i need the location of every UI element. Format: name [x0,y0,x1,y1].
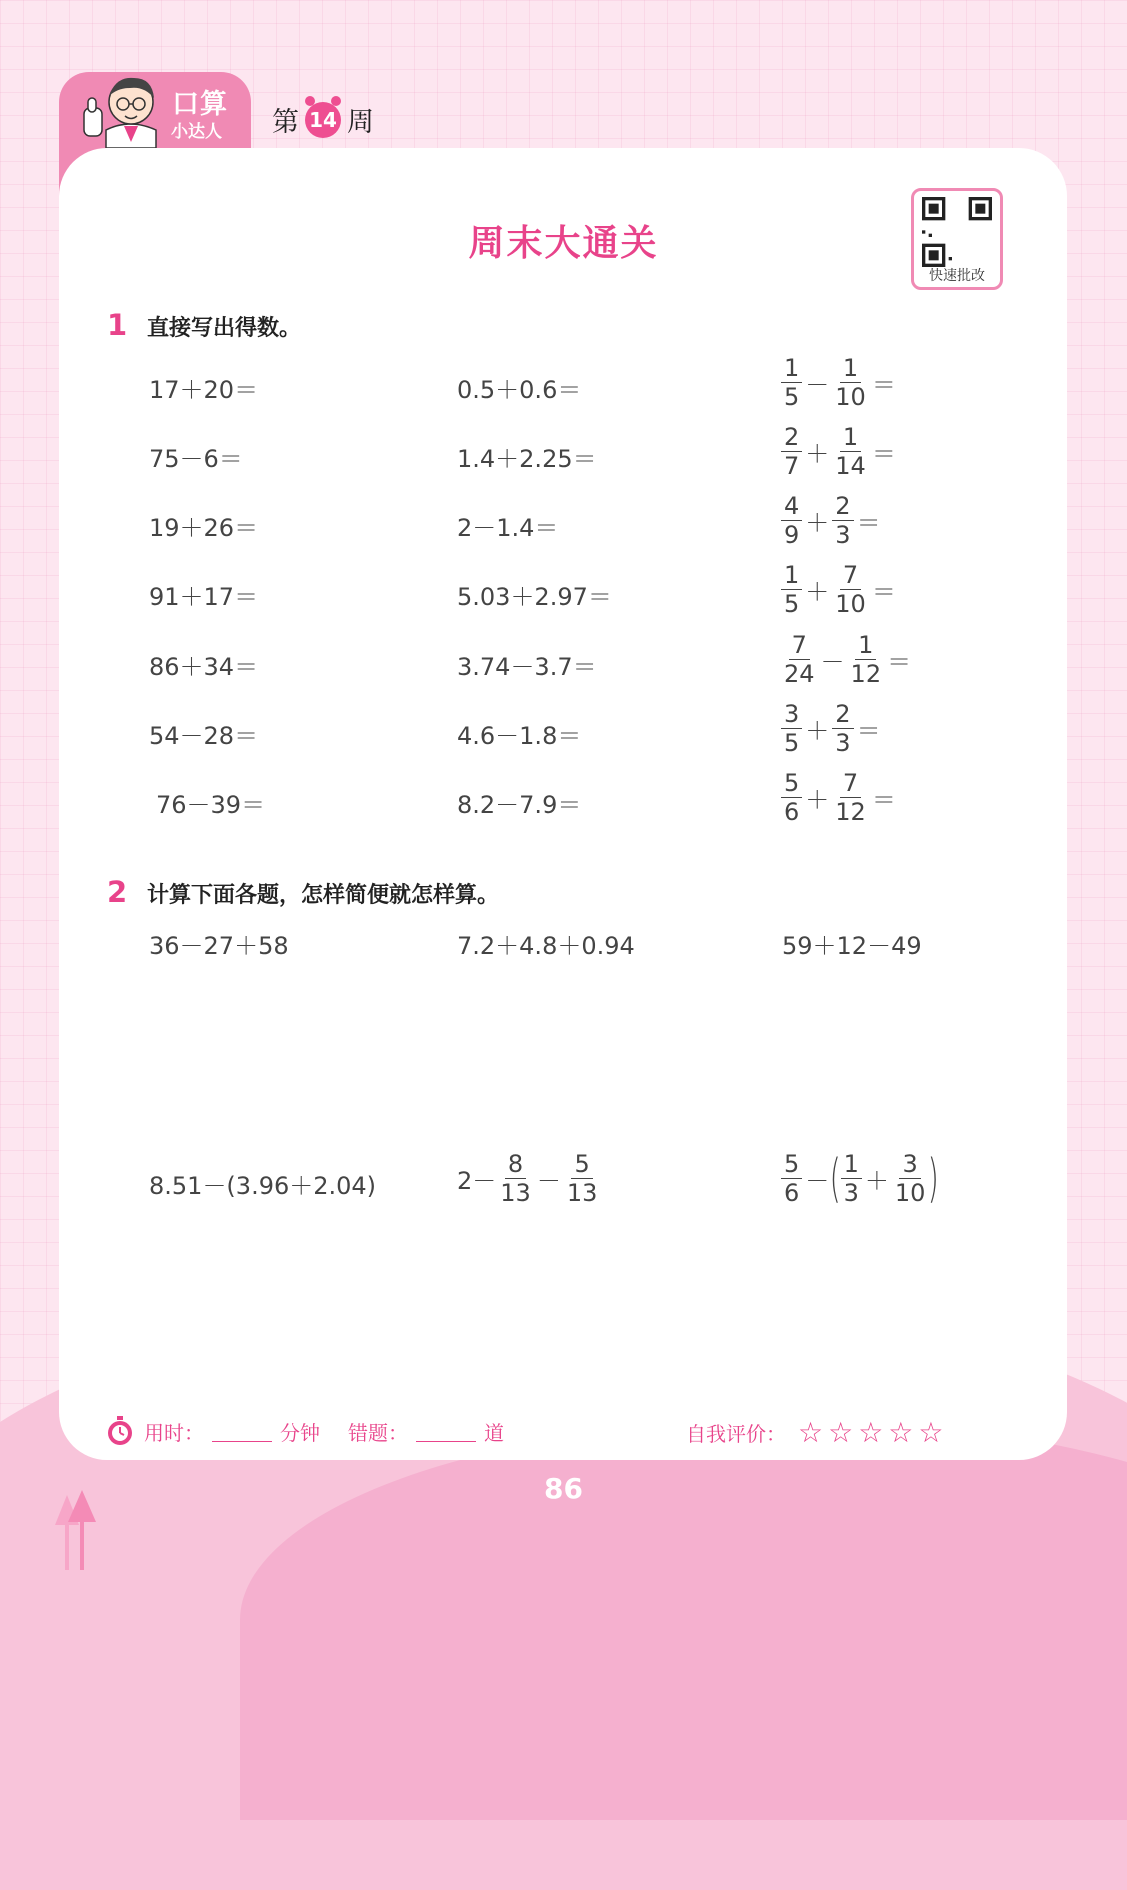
stopwatch-icon [106,1416,134,1446]
equals: ＝ [856,717,881,745]
footer-self-evaluation [686,1416,949,1449]
section-1-instruction: 直接写出得数。 [147,316,302,341]
denominator: 3 [835,521,851,549]
mascot-icon [78,74,168,148]
denominator: 3 [843,1179,859,1207]
tab-title: 口算 [172,89,228,120]
numerator: 1 [840,356,861,383]
fraction [781,563,802,616]
section-1-number: 1 [107,308,128,342]
numerator: 7 [840,563,861,590]
fraction [781,1152,802,1205]
numerator: 5 [781,771,802,798]
denominator: 24 [784,660,815,688]
problem-1-col1: 86＋34＝ [149,653,259,681]
denominator: 10 [835,590,866,618]
numerator: 1 [840,425,861,452]
qr-code-box[interactable] [911,188,1003,290]
problem-lead: 2－ [457,1167,497,1195]
equals: ＝ [871,786,896,814]
problem-2-6 [780,1148,940,1209]
denominator: 7 [784,452,800,480]
numerator: 1 [855,633,876,660]
fraction [781,633,818,686]
numerator: 1 [781,356,802,383]
problem-1-col3 [780,425,898,478]
week-prefix: 第 [272,107,299,138]
operator: ＋ [805,786,830,814]
problem-2-3: 59＋12－49 [782,932,922,960]
problem-2-4: 8.51－(3.96＋2.04) [149,1172,377,1200]
week-label [272,100,374,139]
footer-time [106,1416,504,1446]
week-suffix: 周 [347,107,374,138]
problem-1-col2: 0.5＋0.6＝ [457,376,582,404]
numerator: 2 [832,702,853,729]
problem-1-col1: 76－39＝ [156,791,266,819]
operator: ＋ [805,509,830,537]
problem-1-col1: 54－28＝ [149,722,259,750]
denominator: 10 [894,1179,926,1207]
numerator: 5 [571,1152,592,1179]
problem-1-col1: 19＋26＝ [149,514,259,542]
numerator: 3 [781,702,802,729]
time-unit: 分钟 [280,1420,320,1445]
fraction [781,702,802,755]
denominator: 5 [784,383,800,411]
page-number: 86 [544,1472,583,1505]
numerator: 4 [781,494,802,521]
problem-1-col2: 3.74－3.7＝ [457,653,597,681]
fraction [564,1152,601,1205]
denominator: 6 [784,1179,800,1207]
denominator: 12 [835,798,866,826]
operator: － [820,648,845,676]
denominator: 5 [784,729,800,757]
problem-2-5 [457,1152,601,1205]
self-eval-label: 自我评价： [686,1422,786,1446]
qr-code-icon [922,197,992,267]
operator: ＋ [805,440,830,468]
problem-1-col1: 17＋20＝ [149,376,259,404]
time-blank[interactable] [212,1421,272,1442]
problem-1-col3 [780,771,898,824]
operator: ＋ [864,1167,889,1195]
fraction [781,356,802,409]
problem-1-col2: 4.6－1.8＝ [457,722,582,750]
fraction [781,771,802,824]
equals: ＝ [887,648,912,676]
numerator: 7 [789,633,810,660]
time-label: 用时： [144,1420,204,1445]
denominator: 9 [784,521,800,549]
rating-stars[interactable]: ☆☆☆☆☆ [798,1416,949,1449]
operator: － [805,371,830,399]
operator: ＋ [805,578,830,606]
numerator: 7 [840,771,861,798]
denominator: 10 [835,383,866,411]
left-paren: ( [829,1148,842,1209]
numerator: 1 [781,563,802,590]
denominator: 6 [784,798,800,826]
section-2-instruction: 计算下面各题，怎样简便就怎样算。 [147,883,500,908]
fraction [832,563,869,616]
fraction [832,494,853,547]
section-2-number: 2 [107,875,128,909]
problem-1-col1: 75－6＝ [149,445,243,473]
numerator: 3 [899,1152,920,1179]
problem-1-col2: 2－1.4＝ [457,514,559,542]
fraction [832,356,869,409]
numerator: 2 [832,494,853,521]
equals: ＝ [871,578,896,606]
numerator: 5 [781,1152,802,1179]
numerator: 1 [841,1152,862,1179]
page-title: 周末大通关 [468,223,659,264]
operator: － [536,1167,561,1195]
errors-unit: 道 [484,1420,504,1445]
errors-label: 错题： [348,1420,408,1445]
denominator: 13 [566,1179,598,1207]
denominator: 5 [784,590,800,618]
qr-label: 快速批改 [929,268,985,284]
fraction [832,702,853,755]
numerator: 8 [505,1152,526,1179]
right-paren: ) [927,1148,940,1209]
fraction [892,1152,929,1205]
problem-2-2: 7.2＋4.8＋0.94 [457,932,635,960]
denominator: 3 [835,729,851,757]
denominator: 14 [835,452,866,480]
operator: － [805,1167,830,1195]
week-number-badge: 14 [305,102,341,138]
problem-1-col2: 8.2－7.9＝ [457,791,582,819]
problem-1-col3 [780,494,883,547]
problem-1-col2: 1.4＋2.25＝ [457,445,597,473]
problem-1-col3 [780,356,898,409]
errors-blank[interactable] [416,1421,476,1442]
operator: ＋ [805,717,830,745]
fraction [832,425,869,478]
denominator: 13 [500,1179,531,1207]
fraction [781,425,802,478]
denominator: 12 [850,660,882,688]
problem-1-col3 [780,633,913,686]
fraction [781,494,802,547]
fraction [841,1152,862,1205]
fraction [497,1152,534,1205]
fraction [848,633,885,686]
equals: ＝ [871,440,896,468]
fraction [832,771,869,824]
tab-subtitle: 小达人 [171,122,222,142]
problem-1-col2: 5.03＋2.97＝ [457,583,612,611]
problem-1-col3 [780,702,883,755]
equals: ＝ [871,371,896,399]
problem-1-col1: 91＋17＝ [149,583,259,611]
problem-1-col3 [780,563,898,616]
equals: ＝ [856,509,881,537]
problem-2-1: 36－27＋58 [149,932,289,960]
numerator: 2 [781,425,802,452]
